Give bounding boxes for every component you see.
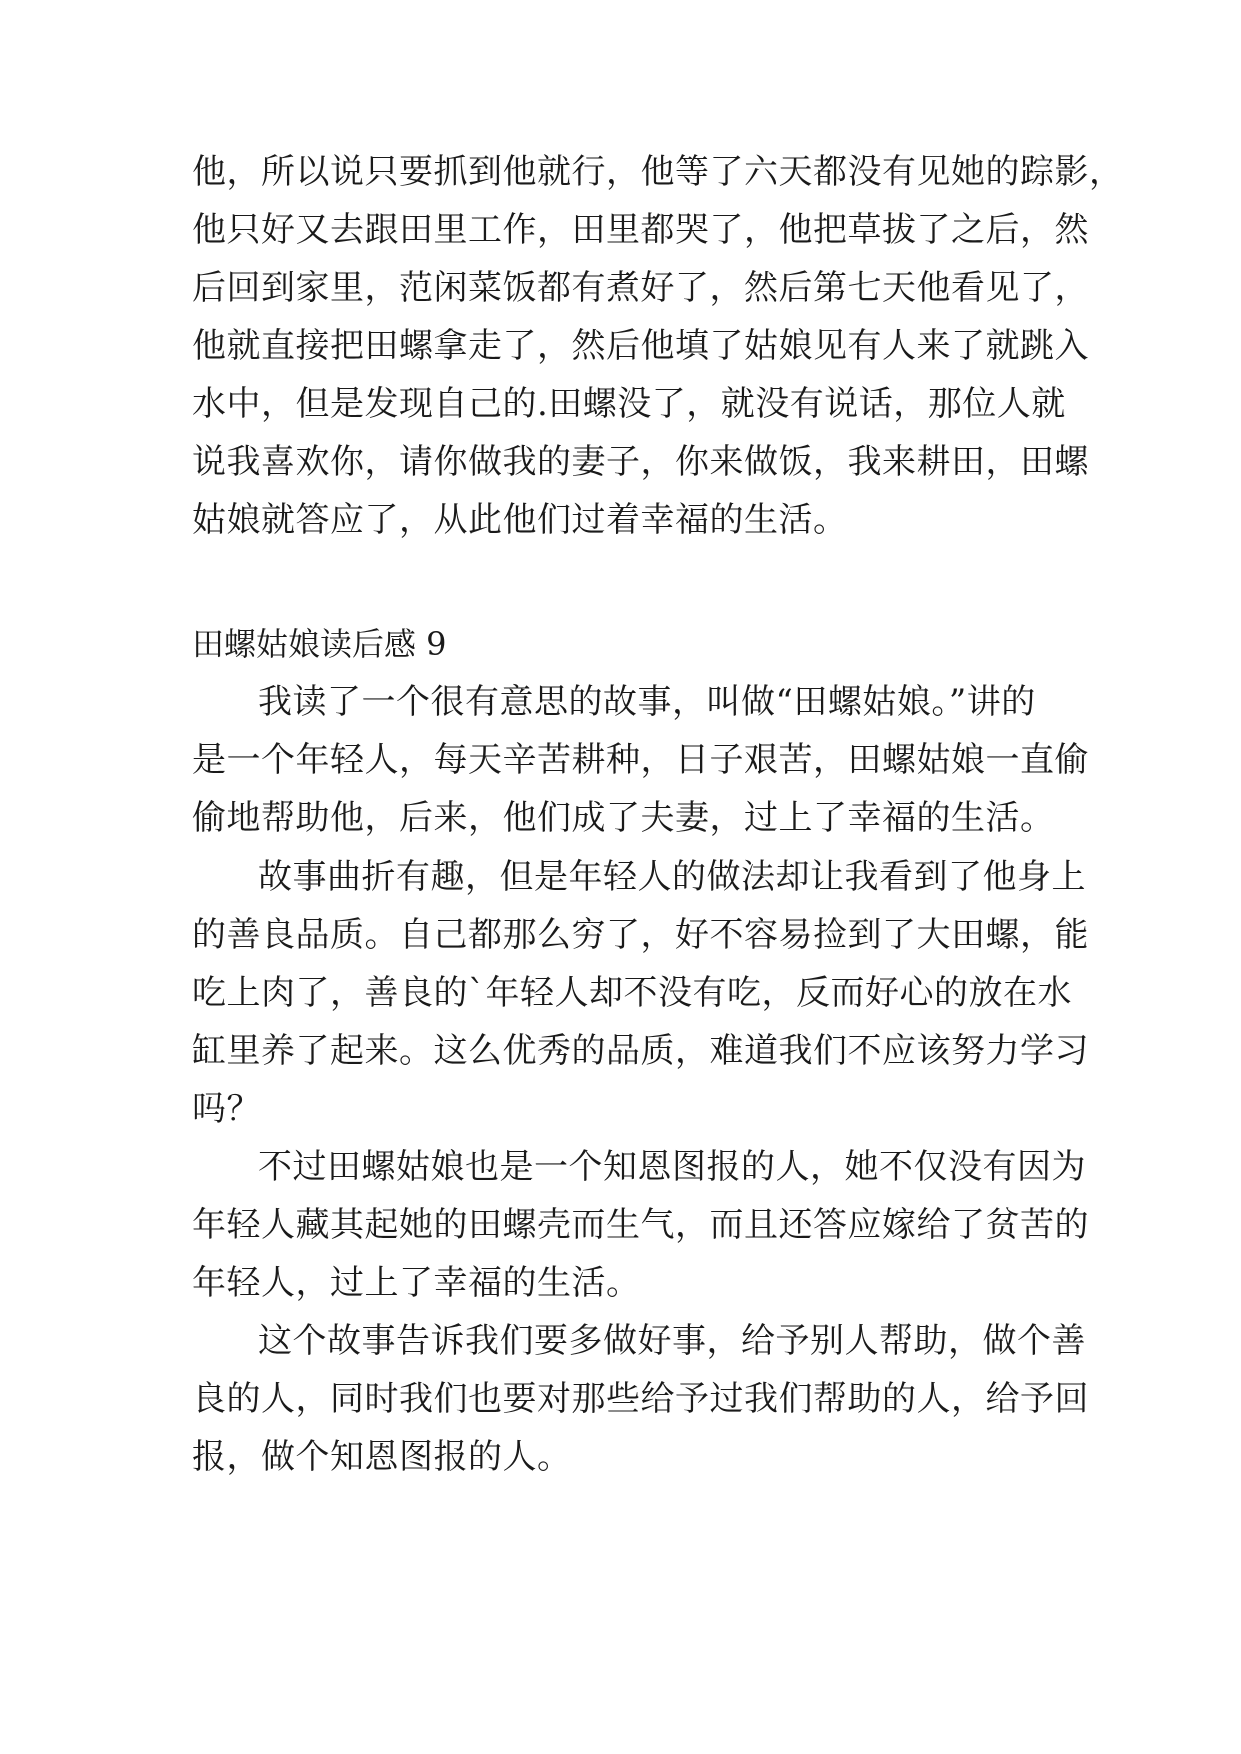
text-line: 后回到家里，范闲菜饭都有煮好了，然后第七天他看见了， <box>192 268 1089 308</box>
text-line: 这个故事告诉我们要多做好事，给予别人帮助，做个善 <box>258 1321 1086 1361</box>
text-line: 不过田螺姑娘也是一个知恩图报的人，她不仅没有因为 <box>258 1147 1086 1187</box>
text-line: 年轻人藏其起她的田螺壳而生气，而且还答应嫁给了贫苦的 <box>192 1205 1089 1245</box>
section-title: 田螺姑娘读后感 9 <box>192 625 447 663</box>
text-line: 吗？ <box>192 1089 261 1129</box>
text-line: 报，做个知恩图报的人。 <box>192 1437 572 1477</box>
text-line: 说我喜欢你，请你做我的妻子，你来做饭，我来耕田，田螺 <box>192 442 1089 482</box>
text-line: 偷地帮助他，后来，他们成了夫妻，过上了幸福的生活。 <box>192 798 1055 838</box>
text-line: 年轻人，过上了幸福的生活。 <box>192 1263 641 1303</box>
text-line: 吃上肉了，善良的`年轻人却不没有吃，反而好心的放在水 <box>192 973 1072 1013</box>
text-line: 故事曲折有趣，但是年轻人的做法却让我看到了他身上 <box>258 857 1086 897</box>
text-line: 良的人，同时我们也要对那些给予过我们帮助的人，给予回 <box>192 1379 1089 1419</box>
text-line: 缸里养了起来。这么优秀的品质，难道我们不应该努力学习 <box>192 1031 1089 1071</box>
text-line: 姑娘就答应了，从此他们过着幸福的生活。 <box>192 500 848 540</box>
text-line: 的善良品质。自己都那么穷了，好不容易捡到了大田螺，能 <box>192 915 1089 955</box>
text-line: 他，所以说只要抓到他就行，他等了六天都没有见她的踪影， <box>192 152 1124 192</box>
text-line: 他只好又去跟田里工作，田里都哭了，他把草拔了之后，然 <box>192 210 1089 250</box>
text-line: 他就直接把田螺拿走了，然后他填了姑娘见有人来了就跳入 <box>192 326 1089 366</box>
text-line: 是一个年轻人，每天辛苦耕种，日子艰苦，田螺姑娘一直偷 <box>192 740 1089 780</box>
text-line: 水中，但是发现自己的.田螺没了，就没有说话，那位人就 <box>192 384 1066 424</box>
text-line: 我读了一个很有意思的故事，叫做“田螺姑娘。”讲的 <box>258 682 1036 722</box>
